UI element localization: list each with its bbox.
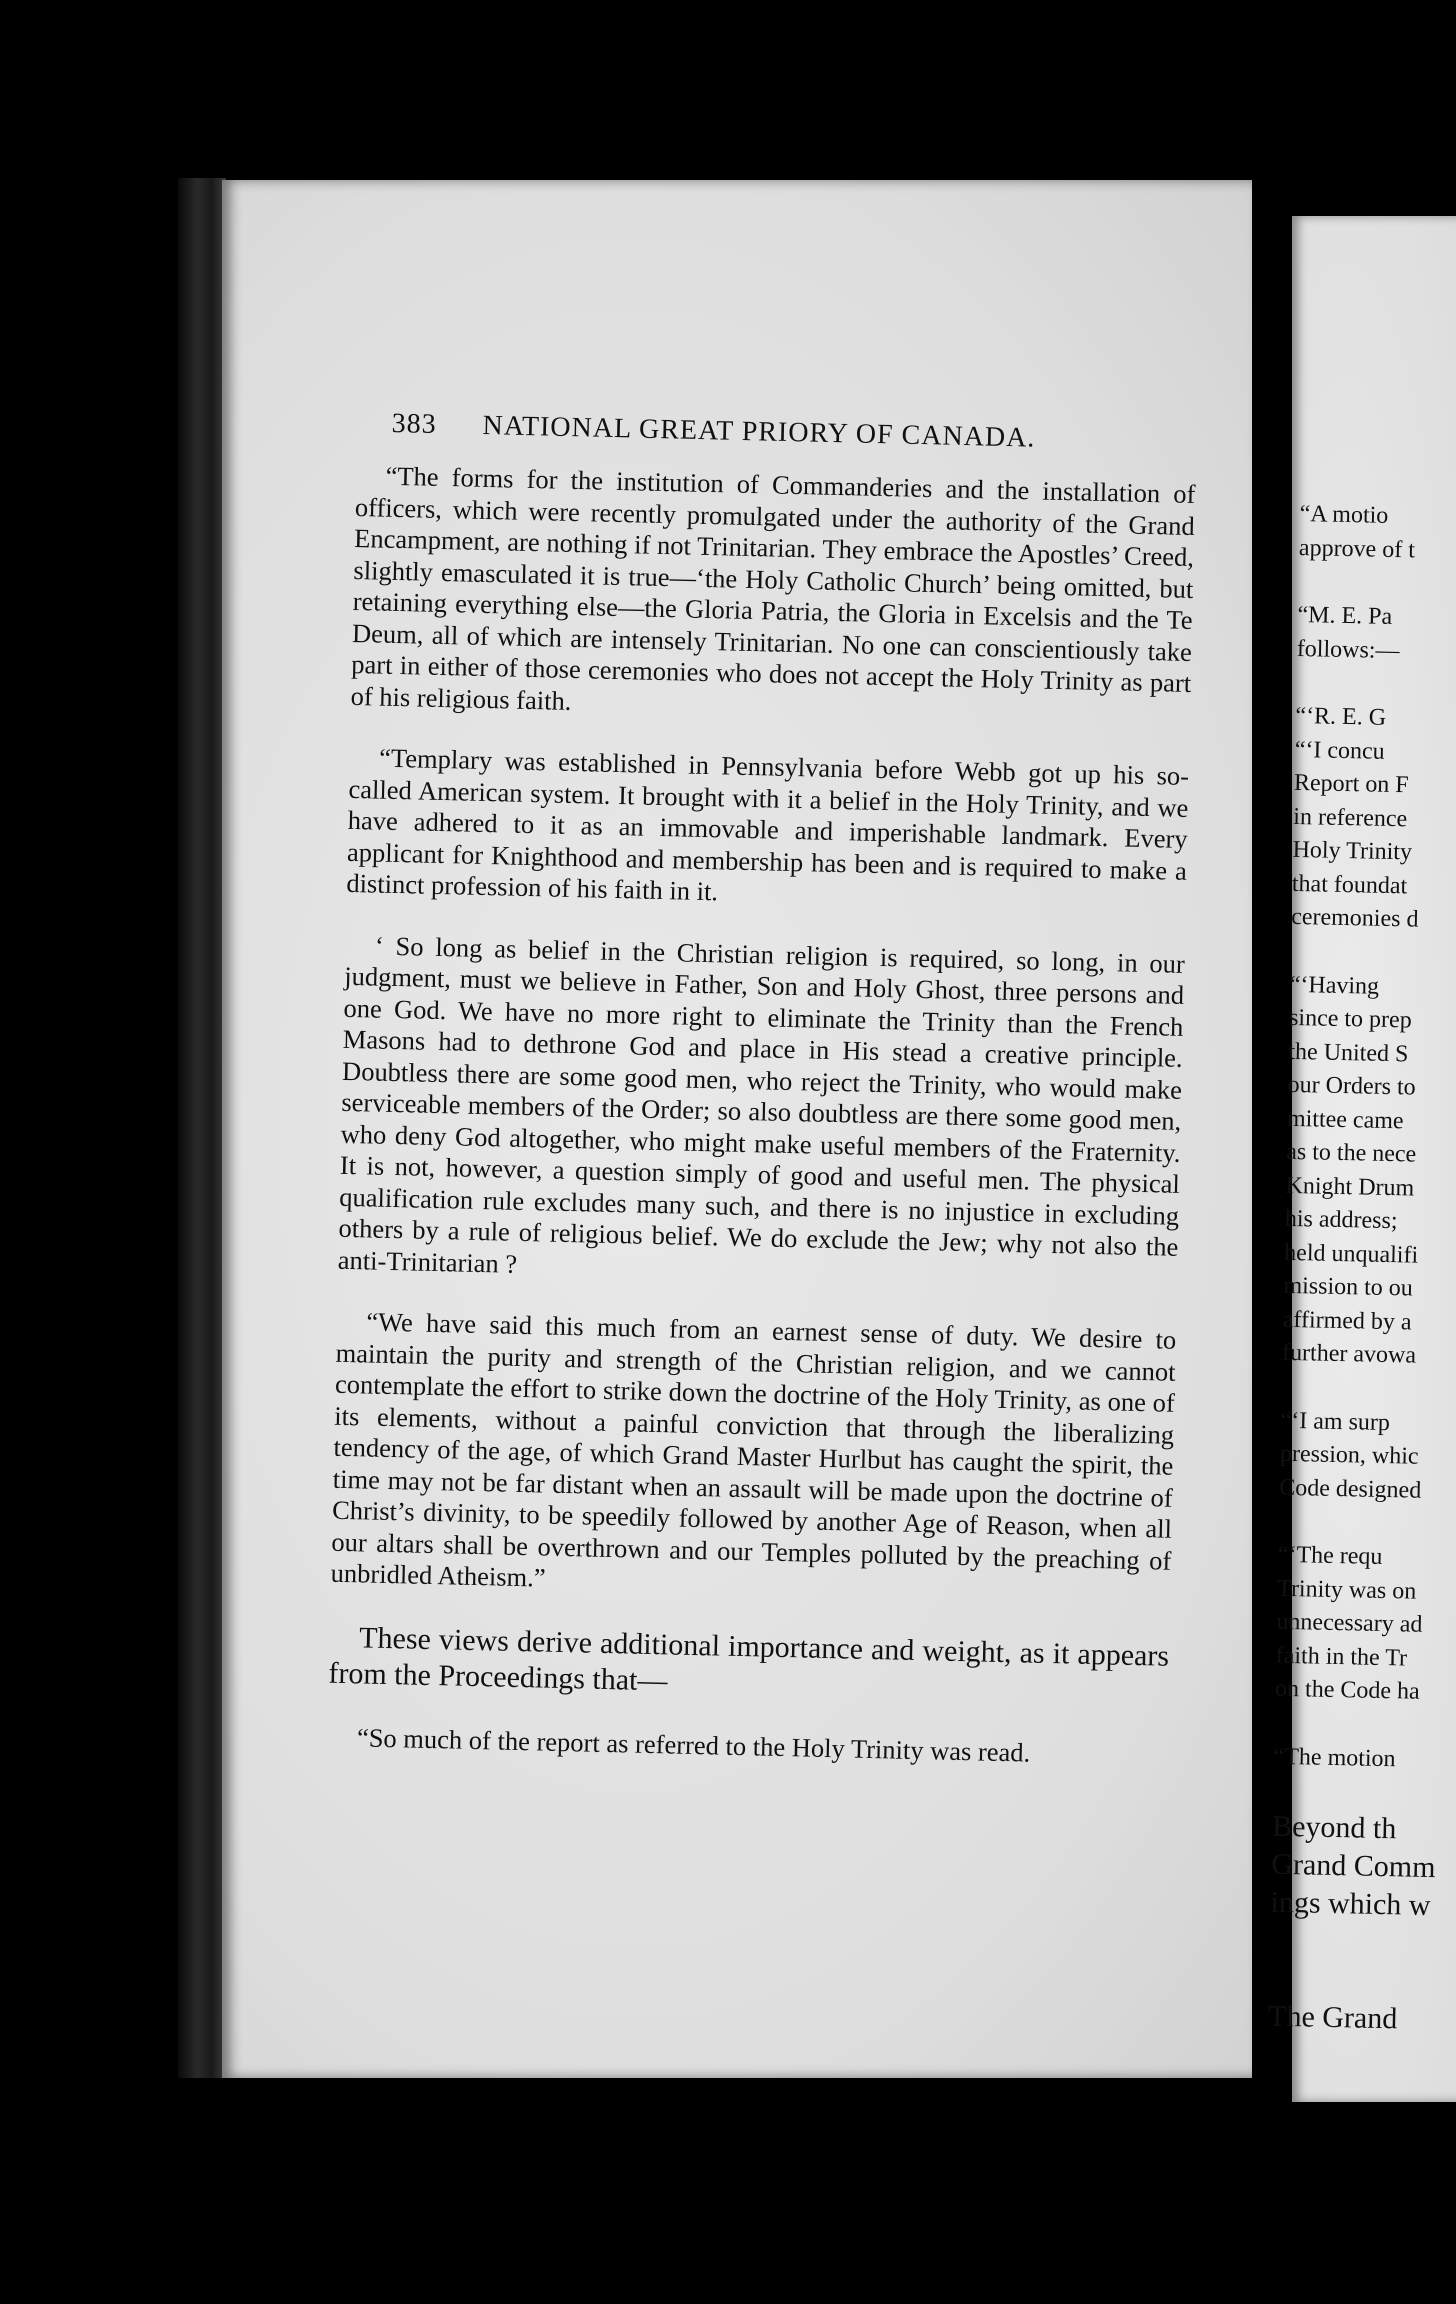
right-page-line: the United S [1288,1038,1409,1067]
right-page-line: Holy Trinity [1292,836,1413,866]
right-page-line: ings which w [1270,1885,1431,1923]
paragraph: “We have said this much from an earnest sense of duty. We desire to maintain the purity and strength of the Christian religion, and we cannot contemplate the effort to strike down the doctrine of the Holy Trinity, as one of its elements, without a painful conviction that through the liberalizing tendency of the age, of which Grand Master Hurlbut has caught the spirit, the time may not be far distant when an assault will be made upon the doctrine of Christ’s divinity, to be speedily followed by another Age of Reason, when all our altars shall be overthrown and our Temples polluted by the preaching of unbridled Atheism.” [330,1306,1177,1593]
right-page-line: Beyond th [1271,1809,1397,1846]
right-page-gap [1274,1706,1445,1744]
right-page-line: Code designed [1279,1474,1422,1504]
right-page-line: his address; [1284,1205,1398,1235]
paragraph: “The forms for the institution of Commanderies and the installation of officers, which were recently promulgated under the authority of the Grand Encampment, are nothing if not Trinitarian. They embrace the Apostles’ Creed, slightly emasculated it is true—‘the Holy Catholic Church’ being omitted, but retaining everything else—the Gloria Patria, the Gloria in Excelsis and the Te Deum, all of which are intensely Trinitarian. No one can conscientiously take part in either of those ceremonies who does not accept the Holy Trinity as part of his religious faith. [350,460,1196,716]
right-page-line: on the Code ha [1274,1675,1420,1705]
book-spine [178,178,226,2078]
right-page-line: our Orders to [1287,1071,1416,1101]
right-page-line: Grand Comm [1271,1847,1436,1885]
right-page-line: “‘Having [1289,971,1380,1000]
paragraph: “Templary was established in Pennsylvania before Webb got up his so-called American system. It brought with it a belief in the Holy Trinity, and we have adhered to it as an immovable and imperishable landmark. Every applicant for Knighthood and membership has been and is required to make a distinct profession of his faith in it. [346,742,1190,907]
running-head-title: NATIONAL GREAT PRIORY OF CANADA. [482,410,1036,454]
right-page-gap [1269,1960,1440,2002]
right-page-line: follows:— [1296,635,1400,664]
left-page-body [326,460,1196,1802]
right-page-line: ceremonies d [1290,903,1419,933]
right-page-line: pression, whic [1279,1440,1419,1470]
right-page-line: “A motio [1299,500,1389,529]
right-page-gap [1269,1922,1440,1964]
right-page-gap [1273,1774,1444,1812]
right-page-line: Knight Drum [1285,1172,1415,1202]
right-page-line: in reference [1293,803,1408,832]
paragraph: ‘ So long as belief in the Christian religion is required, so long, in our judgment, must we believe in Father, Son and Holy Ghost, three persons and one God. We have no more right to eliminate the Trinity than the French Masons had to dethrone God and place in His stead a creative principle. Doubtless there are some good men, who reject the Trinity, who would make serviceable members of the Order; so also doubtless are there some good men, who deny God altogether, who might make useful members of the Fraternity. It is not, however, a question simply of good and useful men. The physical qualification rule excludes many such, and there is no injustice in excluding others by a rule of religious belief. We do exclude the Jew; why not also the anti-Trinitarian ? [337,930,1186,1279]
right-page-gap [1298,565,1456,603]
right-page-line: further avowa [1281,1339,1417,1369]
right-page-line: affirmed by a [1282,1306,1412,1336]
right-page-line: held unqualifi [1283,1239,1419,1269]
right-page-gap [1281,1370,1452,1408]
right-page-line: since to prep [1288,1004,1412,1034]
right-page-line: “M. E. Pa [1297,601,1393,630]
right-page-line: “‘I am surp [1280,1407,1391,1436]
right-page-line: “‘R. E. G [1295,702,1387,731]
right-page-gap [1278,1505,1449,1543]
right-page-line: as to the nece [1286,1138,1417,1168]
right-page-line: Trinity was on [1276,1575,1417,1605]
right-page-line: Report on F [1293,769,1409,799]
right-page-line: mittee came [1286,1105,1404,1134]
right-page-line: unnecessary ad [1276,1608,1423,1638]
quote-line: “So much of the report as referred to the Holy Trinity was read. [356,1721,1031,1768]
page-number: 383 [391,408,437,441]
right-page-line: “‘I concu [1294,736,1385,765]
right-page-line: that foundat [1291,870,1408,899]
right-page-text [1268,498,1456,2039]
lead-paragraph: These views derive additional importance and weight, as it appears from the Proceedings that— [328,1620,1170,1697]
right-page-line: mission to ou [1283,1272,1414,1302]
right-page-line: approve of t [1298,534,1416,563]
right-page-line: “‘The requ [1277,1541,1383,1570]
right-page-line: “The motion [1273,1743,1396,1772]
right-page-gap [1290,934,1456,972]
right-page-line: The Grand [1267,1999,1398,2036]
right-page-gap [1296,666,1456,704]
right-page-line: faith in the Tr [1275,1642,1408,1671]
